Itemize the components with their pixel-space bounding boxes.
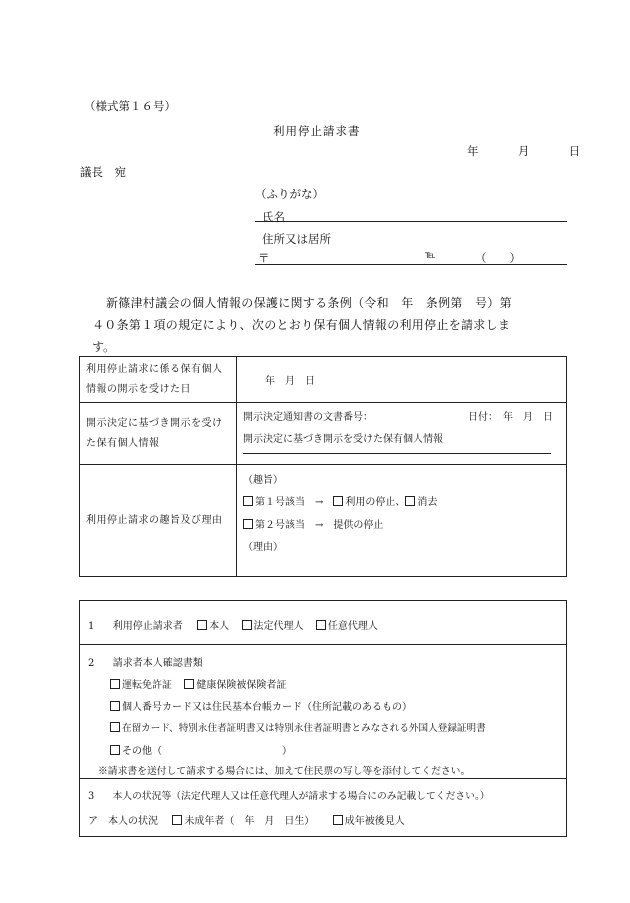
checkbox-erase[interactable] [405,496,415,506]
checkbox-insurance[interactable] [184,679,194,689]
disclosed-info-label-cell [80,403,237,465]
doc-number-label: 開示決定通知書の文書番号： [243,412,373,423]
section-1-cell [80,601,567,645]
intro-line-1: 新篠津村議会の個人情報の保護に関する条例（令和 年 条例第 号）第 [106,296,512,310]
checkbox-residence-card[interactable] [110,722,120,732]
purpose-reason-value-cell [237,465,567,577]
disclosed-info-text: 開示決定に基づき開示を受けた保有個人情報 [243,434,443,445]
postal-mark: 〒 [258,251,270,265]
section-3-status-row: ア 本人の状況 未成年者（ 年 月 日生） 成年被後見人 [88,815,405,827]
section-3-cell [80,779,567,837]
purpose-reason-label-cell [80,465,237,577]
section-2-cell [80,645,567,779]
disclosed-info-underline [243,453,551,454]
section-2-heading: 2 請求者本人確認書類 [88,657,203,669]
section-3-heading: 3 本人の状況等（法定代理人又は任意代理人が請求する場合にのみ記載してください。） [88,790,490,802]
disclosure-date-label: 利用停止請求に係る保有個人情報の開示を受けた日 [86,363,223,395]
form-number: （様式第１６号） [84,99,176,113]
name-underline [255,221,567,222]
disclosed-info-label: 開示決定に基づき開示を受けた保有個人情報 [86,417,223,449]
tel-paren: （ ） [475,251,521,265]
checkbox-voluntary-rep[interactable] [316,620,326,630]
date-month: 月 [517,144,530,158]
checkbox-other[interactable] [110,745,120,755]
mail-note: ※請求書を送付して請求する場合には、加えて住民票の写し等を添付してください。 [98,765,471,777]
furigana-label: （ふりがな） [255,187,324,201]
date-line [467,143,580,159]
purpose-option-1: 第１号該当 → 利用の停止、 消去 [243,493,437,508]
checkbox-self[interactable] [197,620,207,630]
date-year: 年 [467,144,479,158]
checkbox-guardian[interactable] [333,815,343,825]
tel-mark: ℡ [425,250,436,261]
id-doc-row-2: 個人番号カード又は住民基本台帳カード（住所記載のあるもの） [110,698,412,713]
disclosure-date-value-cell [237,357,567,403]
intro-line-2: ４０条第１項の規定により、次のとおり保有個人情報の利用停止を請求しま [92,318,511,332]
checkbox-legal-rep[interactable] [242,620,252,630]
id-doc-row-1: 運転免許証 健康保険被保険者証 [110,676,286,691]
page-title: 利用停止請求書 [273,124,361,138]
id-doc-row-4: その他（ ） [110,742,292,757]
purpose-reason-label: 利用停止請求の趣旨及び理由 [86,514,223,526]
doc-date-label: 日付： 年 月 日 [468,412,553,423]
checkbox-minor[interactable] [172,815,182,825]
id-doc-row-3: 在留カード、特別永住者証明書又は特別永住者証明書とみなされる外国人登録証明書 [110,720,486,734]
checkbox-option-1[interactable] [243,496,253,506]
disclosure-date-label-cell [80,357,237,403]
name-label: 氏名 [262,210,285,224]
address-label: 住所又は居所 [262,232,331,246]
checkbox-stop-use[interactable] [333,496,343,506]
requester-label: 利用停止請求者 [112,620,183,632]
intro-line-3: す。 [92,340,116,354]
addressee: 議長 宛 [80,165,126,179]
request-details-table [79,356,567,577]
checkbox-mynumber[interactable] [110,701,120,711]
address-underline [255,264,567,265]
section-1-row: 1 利用停止請求者 本人 法定代理人 任意代理人 [88,620,378,632]
purpose-option-2: 第２号該当 → 提供の停止 [243,516,383,531]
checkbox-option-2[interactable] [243,519,253,529]
checkbox-license[interactable] [110,679,120,689]
requester-info-table [79,600,567,837]
disclosed-info-value-cell [237,403,567,465]
disclosure-date-value: 年 月 日 [265,376,315,387]
reason-heading: （理由） [243,542,283,553]
purpose-heading: （趣旨） [243,475,283,486]
date-day: 日 [568,144,581,158]
